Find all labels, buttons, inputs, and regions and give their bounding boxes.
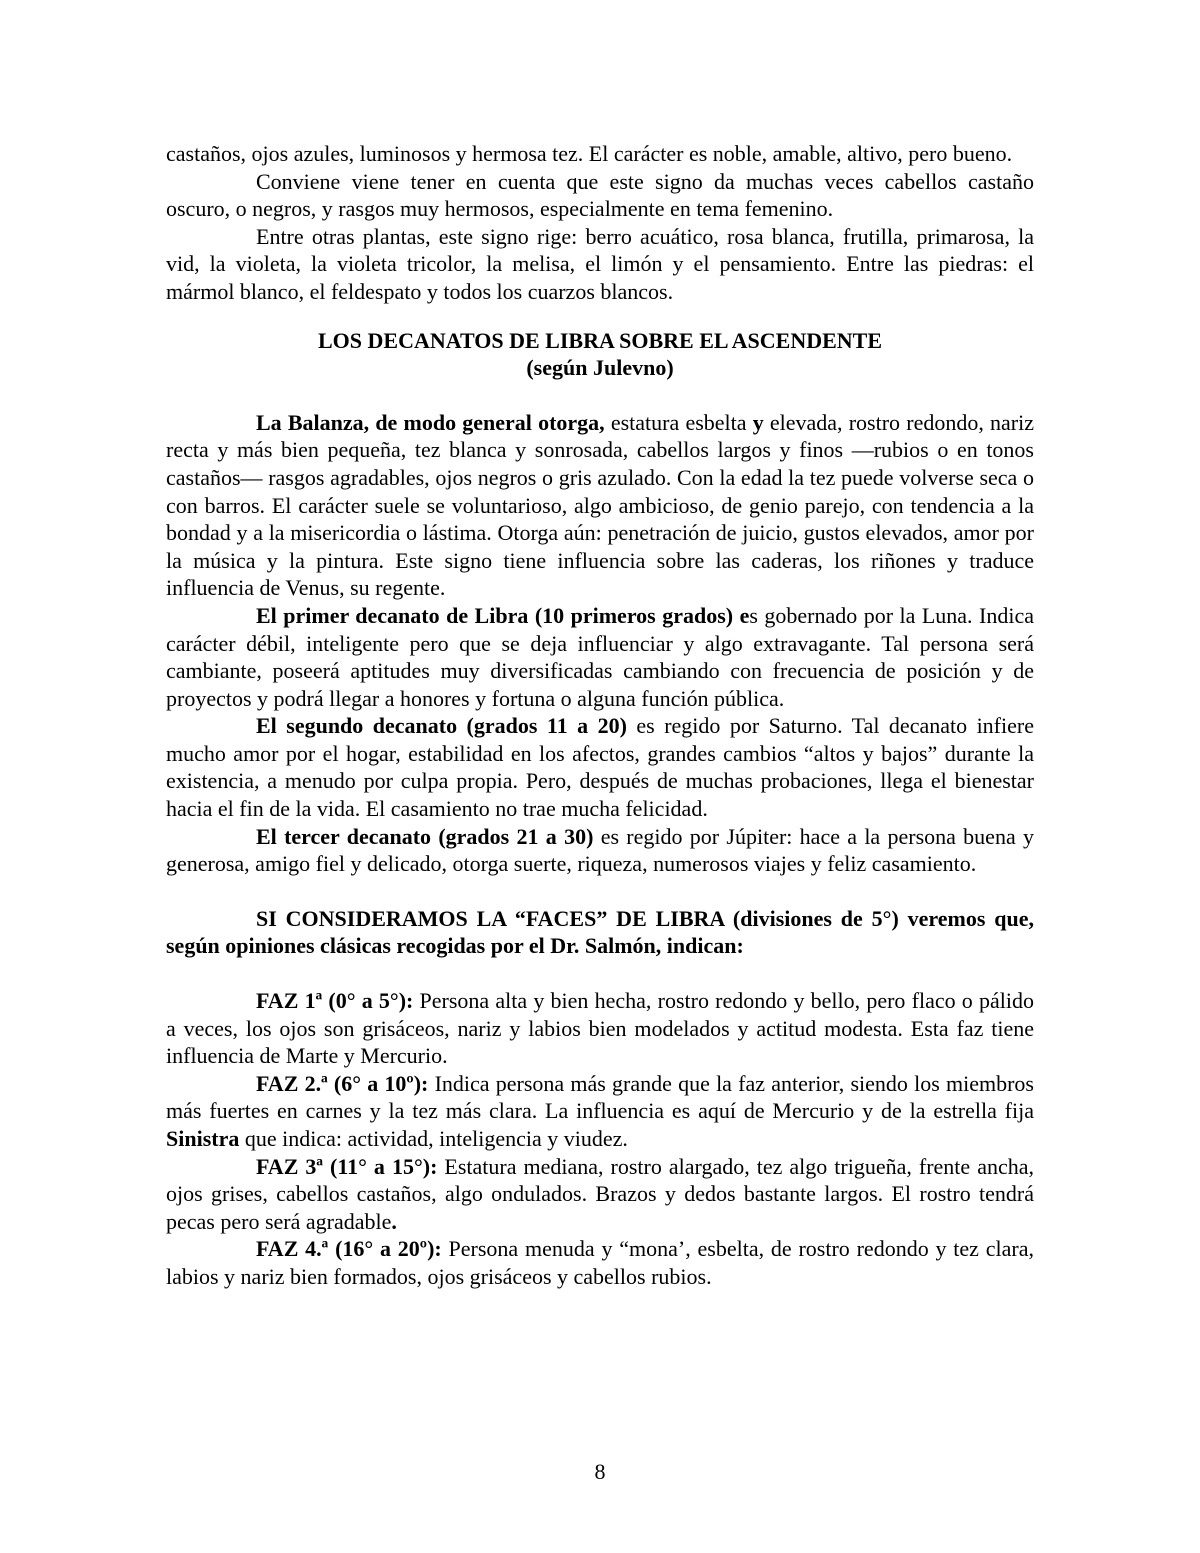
section-title: LOS DECANATOS DE LIBRA SOBRE EL ASCENDENTE [317, 327, 883, 353]
second-decanate-text: es regido por Saturno. Tal decanato infiere mucho amor por el hogar, estabilidad en los afectos, grandes cambios “altos y bajos” durante la existencia, a menudo por culpa propia. Pero, después de muchas probaciones, llega el bienestar hacia el fin de la vida. El casamiento no trae mucha felicidad. [166, 713, 1034, 822]
faz-3-text: Estatura mediana, rostro alargado, tez algo trigueña, frente ancha, ojos grises, cabellos castaños, algo ondulados. Brazos y dedos bastante largos. El rostro tendrá pecas pero será agradable [166, 1153, 1034, 1234]
first-decanate-text: s gobernado por la Luna. Indica carácter débil, inteligente pero que se deja influenciar y algo extravagante. Tal persona será cambiante, poseerá aptitudes muy diversificadas cambiando con frecuencia de posición y de proyectos y podrá llegar a honores y fortuna o alguna función pública. [166, 602, 1034, 711]
paragraph-first-decanate [166, 602, 1034, 712]
general-text-2: elevada, rostro redondo, nariz recta y más bien pequeña, tez blanca y sonrosada, cabellos largos y finos —rubios o en tonos castaños— rasgos agradables, ojos negros o gris azulado. Con la edad la tez puede volverse seca o con barros. El carácter suele se voluntarioso, algo ambicioso, de genio parejo, con tendencia a la bondad y a la misericordia o lástima. Otorga aún: penetración de juicio, gustos elevados, amor por la música y la pintura. Este signo tiene influencia sobre las caderas, los riñones y traduce influencia de Venus, su regente. [166, 409, 1034, 601]
general-y: y [752, 409, 764, 435]
paragraph-faz-4 [166, 1235, 1034, 1290]
intro-paragraph-1: castaños, ojos azules, luminosos y hermosa tez. El carácter es noble, amable, altivo, pero bueno. [166, 141, 1013, 166]
general-lead: La Balanza, de modo general otorga, [256, 409, 605, 435]
section-heading-decanatos [166, 327, 1034, 382]
paragraph-general [166, 409, 1034, 602]
paragraph-faz-3 [166, 1153, 1034, 1236]
section-heading-faces: SI CONSIDERAMOS LA “FACES” DE LIBRA (divisiones de 5°) veremos que, según opiniones clásicas recogidas por el Dr. Salmón, indican: [166, 905, 1034, 959]
page-number: 8 [594, 1459, 606, 1484]
document-page [166, 140, 1034, 1291]
general-text-1: estatura esbelta [604, 409, 753, 435]
faz-3-dot: . [391, 1208, 397, 1234]
paragraph-second-decanate [166, 712, 1034, 822]
second-decanate-lead: El segundo decanato (grados 11 a 20) [256, 713, 627, 739]
paragraph-faz-1 [166, 987, 1034, 1070]
faz-4-lead: FAZ 4.ª (16° a 20º): [256, 1236, 442, 1262]
first-decanate-lead: El primer decanato de Libra (10 primeros grados) e [256, 602, 750, 628]
paragraph-third-decanate [166, 823, 1034, 878]
faz-3-lead: FAZ 3ª (11° a 15°): [256, 1153, 438, 1179]
faz-2-text-2: que indica: actividad, inteligencia y viudez. [239, 1126, 628, 1151]
third-decanate-lead: El tercer decanato (grados 21 a 30) [256, 823, 594, 849]
faz-1-text: Persona alta y bien hecha, rostro redondo y bello, pero flaco o pálido a veces, los ojos son grisáceos, nariz y labios bien modelados y actitud modesta. Esta faz tiene influencia de Marte y Mercurio. [166, 988, 1034, 1069]
faz-2-text-1: Indica persona más grande que la faz anterior, siendo los miembros más fuertes en carnes y la tez más clara. La influencia es aquí de Mercurio y de la estrella fija [166, 1070, 1034, 1124]
intro-paragraph-2: Conviene viene tener en cuenta que este signo da muchas veces cabellos castaño oscuro, o negros, y rasgos muy hermosos, especialmente en tema femenino. [166, 168, 1034, 222]
section-subtitle: (según Julevno) [526, 355, 674, 381]
faz-1-lead: FAZ 1ª (0° a 5°): [256, 988, 414, 1014]
faz-4-text: Persona menuda y “mona’, esbelta, de rostro redondo y tez clara, labios y nariz bien formados, ojos grisáceos y cabellos rubios. [166, 1236, 1034, 1289]
paragraph-faz-2 [166, 1070, 1034, 1153]
intro-paragraph-3: Entre otras plantas, este signo rige: berro acuático, rosa blanca, frutilla, primarosa, la vid, la violeta, la violeta tricolor, la melisa, el limón y el pensamiento. Entre las piedras: el mármol blanco, el feldespato y todos los cuarzos blancos. [166, 223, 1034, 304]
third-decanate-text: es regido por Júpiter: hace a la persona buena y generosa, amigo fiel y delicado, otorga suerte, riqueza, numerosos viajes y feliz casamiento. [166, 823, 1034, 877]
faz-2-star: Sinistra [166, 1126, 240, 1151]
faz-2-lead: FAZ 2.ª (6° a 10º): [256, 1070, 429, 1096]
